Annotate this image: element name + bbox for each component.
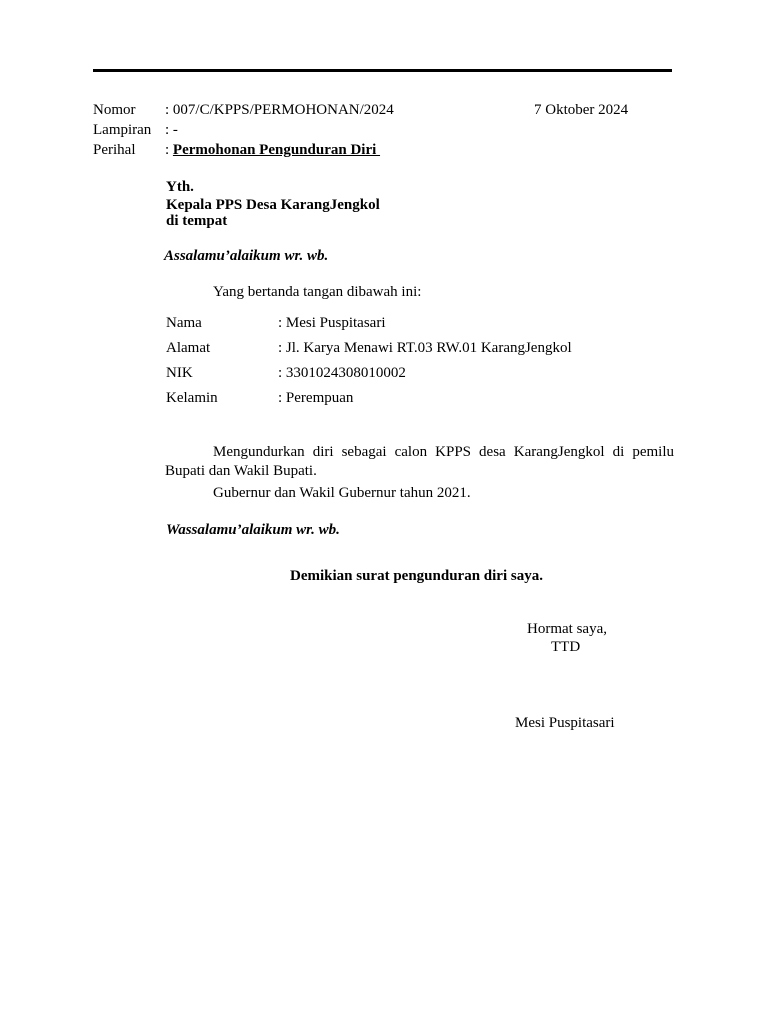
closing-greeting: Wassalamu’alaikum wr. wb.	[166, 522, 340, 538]
perihal-label: Perihal	[93, 142, 136, 158]
perihal-line	[165, 140, 380, 160]
lampiran-value: : -	[165, 122, 178, 138]
signature-ttd: TTD	[551, 639, 581, 655]
recipient-name: Kepala PPS Desa KarangJengkol	[166, 197, 380, 213]
nomor-label: Nomor	[93, 102, 136, 118]
identity-value-nik: : 3301024308010002	[278, 365, 406, 381]
identity-label-alamat: Alamat	[166, 340, 211, 356]
identity-label-nik: NIK	[166, 365, 193, 381]
body-paragraph: Mengundurkan diri sebagai calon KPPS desa KarangJengkol di pemilu Bupati dan Wakil Bupati.	[165, 444, 674, 479]
opening-greeting: Assalamu’alaikum wr. wb.	[164, 248, 329, 264]
lampiran-label: Lampiran	[93, 122, 152, 138]
identity-label-kelamin: Kelamin	[166, 390, 218, 406]
body-line-2: Gubernur dan Wakil Gubernur tahun 2021.	[213, 485, 471, 501]
header-rule	[93, 69, 672, 72]
perihal-colon: :	[165, 142, 170, 158]
nomor-value: : 007/C/KPPS/PERMOHONAN/2024	[165, 102, 394, 118]
recipient-salutation: Yth.	[166, 179, 194, 195]
intro-text: Yang bertanda tangan dibawah ini:	[213, 284, 422, 300]
letter-date: 7 Oktober 2024	[534, 102, 629, 118]
identity-label-nama: Nama	[166, 315, 202, 331]
signature-name: Mesi Puspitasari	[515, 715, 615, 731]
perihal-value: Permohonan Pengunduran Diri	[172, 142, 381, 158]
identity-value-kelamin: : Perempuan	[278, 390, 354, 406]
identity-value-nama: : Mesi Puspitasari	[278, 315, 386, 331]
recipient-place: di tempat	[166, 213, 228, 229]
identity-value-alamat: : Jl. Karya Menawi RT.03 RW.01 KarangJengkol	[278, 340, 572, 356]
signature-regards: Hormat saya,	[527, 621, 607, 637]
closing-statement: Demikian surat pengunduran diri saya.	[290, 568, 543, 584]
